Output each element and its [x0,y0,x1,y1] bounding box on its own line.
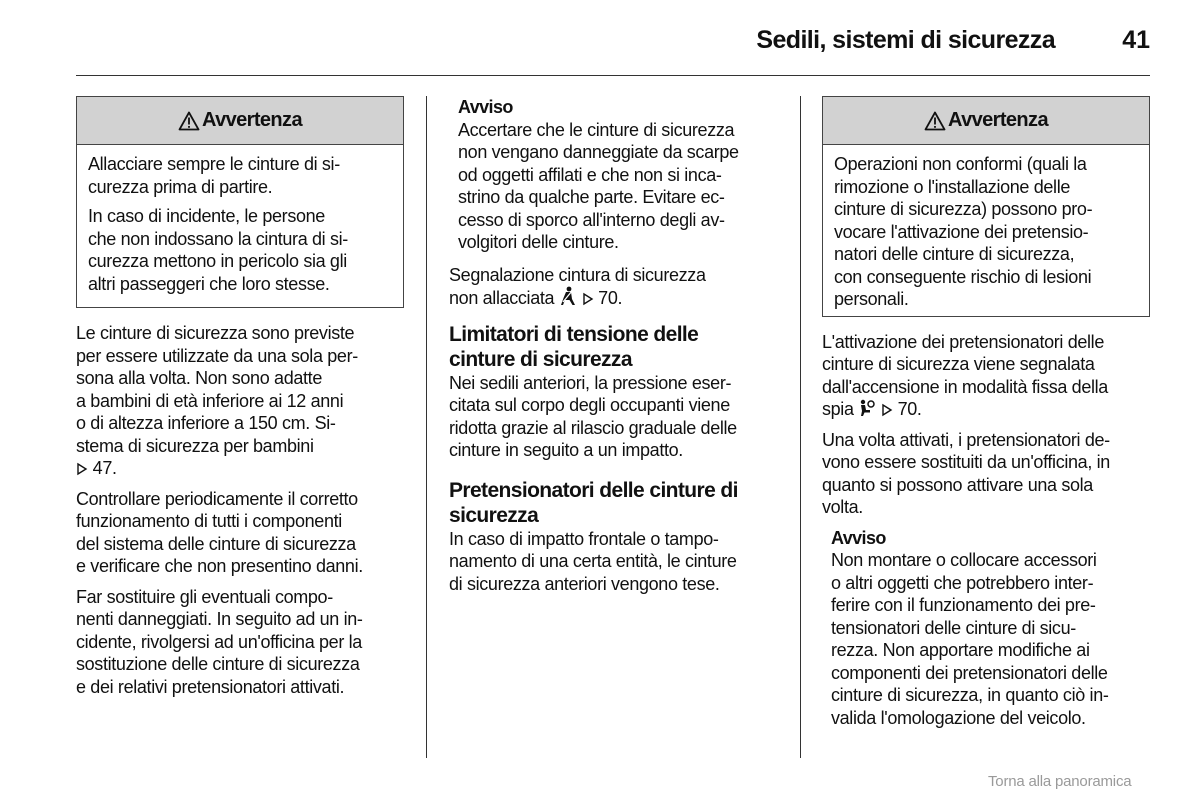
text-line: namento di una certa entità, le cinture [449,551,737,571]
page-title: Sedili, sistemi di sicurezza [756,26,1055,54]
text-fragment: spia [822,399,854,419]
page-reference: 70. [897,399,922,419]
text-line: del sistema delle cinture di sicurezza [76,533,356,554]
paragraph [822,331,1150,421]
column-right [822,96,1150,729]
warning-text-line: Allacciare sempre le cinture di si- [88,154,340,174]
column-divider [800,96,801,758]
warning-triangle-icon [924,111,946,131]
note-text-line: rezza. Non apportare modifiche ai [831,640,1090,660]
warning-header [823,97,1149,145]
warning-text-line: vocare l'attivazione dei pretensio- [834,221,1089,242]
heading-line: Limitatori di tensione delle [449,322,699,346]
text-line: L'attivazione dei pretensionatori delle [822,331,1104,352]
page-reference-link[interactable] [881,399,922,419]
warning-text-line: In caso di incidente, le persone [88,206,325,226]
note-title: Avviso [458,97,513,117]
warning-title: Avvertenza [202,109,302,132]
text-line: per essere utilizzate da una sola per- [76,345,358,366]
paragraph [76,488,404,578]
text-line: Segnalazione cintura di sicurezza [449,264,706,285]
text-line: dall'accensione in modalità fissa della [822,376,1108,397]
text-line: Controllare periodicamente il corretto [76,488,358,509]
text-line: In caso di impatto frontale o tampo- [449,528,719,549]
reference-arrow-icon [582,292,594,306]
warning-text-line: natori delle cinture di sicurezza, [834,244,1075,264]
note-text-line: cesso di sporco all'interno degli av- [458,209,725,230]
text-line: funzionamento di tutti i componenti [76,511,342,531]
back-to-overview-link[interactable]: Torna alla panoramica [988,773,1132,790]
text-line: e dei relativi pretensionatori attivati. [76,676,345,697]
note-text-line: componenti dei pretensionatori delle [831,662,1108,683]
warning-title: Avvertenza [948,109,1048,132]
text-line: e verificare che non presentino danni. [76,556,363,576]
text-line: Una volta attivati, i pretensionatori de- [822,429,1110,450]
text-line: nenti danneggiati. In seguito ad un in- [76,609,363,629]
warning-text-line: altri passeggeri che loro stesse. [88,273,330,294]
warning-text-line: con conseguente rischio di lesioni [834,266,1092,287]
column-divider [426,96,427,758]
section-heading [449,478,784,528]
heading-line: Pretensionatori delle cinture di [449,478,738,502]
warning-text-line: cinture di sicurezza) possono pro- [834,199,1093,219]
note-text-line: o altri oggetti che potrebbero inter- [831,572,1094,593]
warning-text-line: personali. [834,289,909,309]
warning-text-line: Operazioni non conformi (quali la [834,154,1087,174]
warning-text-line: rimozione o l'installazione delle [834,176,1071,197]
warning-text-line: che non indossano la cintura di si- [88,228,348,249]
warning-triangle-icon [178,111,200,131]
text-line: citata sul corpo degli occupanti viene [449,395,730,415]
note-text-line: ferire con il funzionamento dei pre- [831,595,1096,615]
reference-arrow-icon [76,462,88,476]
heading-line: sicurezza [449,503,539,527]
page-reference: 70. [598,288,623,308]
text-line: cinture in seguito a un impatto. [449,440,683,460]
reference-arrow-icon [881,403,893,417]
note-text-line: valida l'omologazione del veicolo. [831,707,1086,728]
paragraph [449,264,784,310]
warning-text-line: curezza prima di partire. [88,176,273,197]
text-line: cidente, rivolgersi ad un'officina per la [76,631,362,652]
page-reference: 47. [92,458,117,478]
header-divider [76,75,1150,76]
warning-box [76,96,404,308]
page-number: 41 [1122,26,1150,54]
page-reference-link[interactable] [76,457,404,480]
text-line: sostituzione delle cinture di sicurezza [76,654,360,674]
warning-box [822,96,1150,317]
text-line: vono essere sostituiti da un'officina, in [822,452,1110,472]
note-text-line: Accertare che le cinture di sicurezza [458,119,735,140]
paragraph [76,586,404,699]
column-middle [449,96,784,603]
note-text-line: volgitori delle cinture. [458,232,619,252]
text-line: o di altezza inferiore a 150 cm. Si- [76,413,336,433]
paragraph [76,322,404,480]
text-line: Far sostituire gli eventuali compo- [76,586,333,607]
note-text-line: tensionatori delle cinture di sicu- [831,617,1076,638]
text-line [822,398,1150,421]
text-line: Le cinture di sicurezza sono previste [76,323,355,343]
heading-line: cinture di sicurezza [449,347,632,371]
page-reference-link[interactable] [582,288,623,308]
text-line: cinture di sicurezza viene segnalata [822,354,1095,374]
note-block [449,96,784,254]
warning-header [77,97,403,145]
note-block [822,527,1150,730]
note-text-line: strino da qualche parte. Evitare ec- [458,187,725,207]
note-text-line: non vengano danneggiate da scarpe [458,142,739,162]
text-line [449,286,784,310]
note-text-line: od oggetti affilati e che non si inca- [458,164,722,185]
warning-text-line: curezza mettono in pericolo sia gli [88,251,347,271]
note-text-line: Non montare o collocare accessori [831,550,1097,570]
note-text-line: cinture di sicurezza, in quanto ciò in- [831,685,1109,705]
text-line: volta. [822,497,863,517]
paragraph [822,429,1150,519]
airbag-warning-icon [858,399,876,417]
note-title: Avviso [831,527,886,548]
seatbelt-reminder-icon [559,286,577,306]
text-line: di sicurezza anteriori vengono tese. [449,573,720,594]
paragraph [449,528,784,596]
text-line: stema di sicurezza per bambini [76,435,314,456]
text-line: sona alla volta. Non sono adatte [76,368,322,388]
text-fragment: non allacciata [449,288,555,308]
paragraph [449,372,784,462]
section-heading [449,322,784,372]
column-left [76,96,404,706]
text-line: quanto si possono attivare una sola [822,474,1093,495]
text-line: a bambini di età inferiore ai 12 anni [76,390,344,411]
text-line: Nei sedili anteriori, la pressione eser- [449,372,732,393]
text-line: ridotta grazie al rilascio graduale delle [449,417,737,438]
